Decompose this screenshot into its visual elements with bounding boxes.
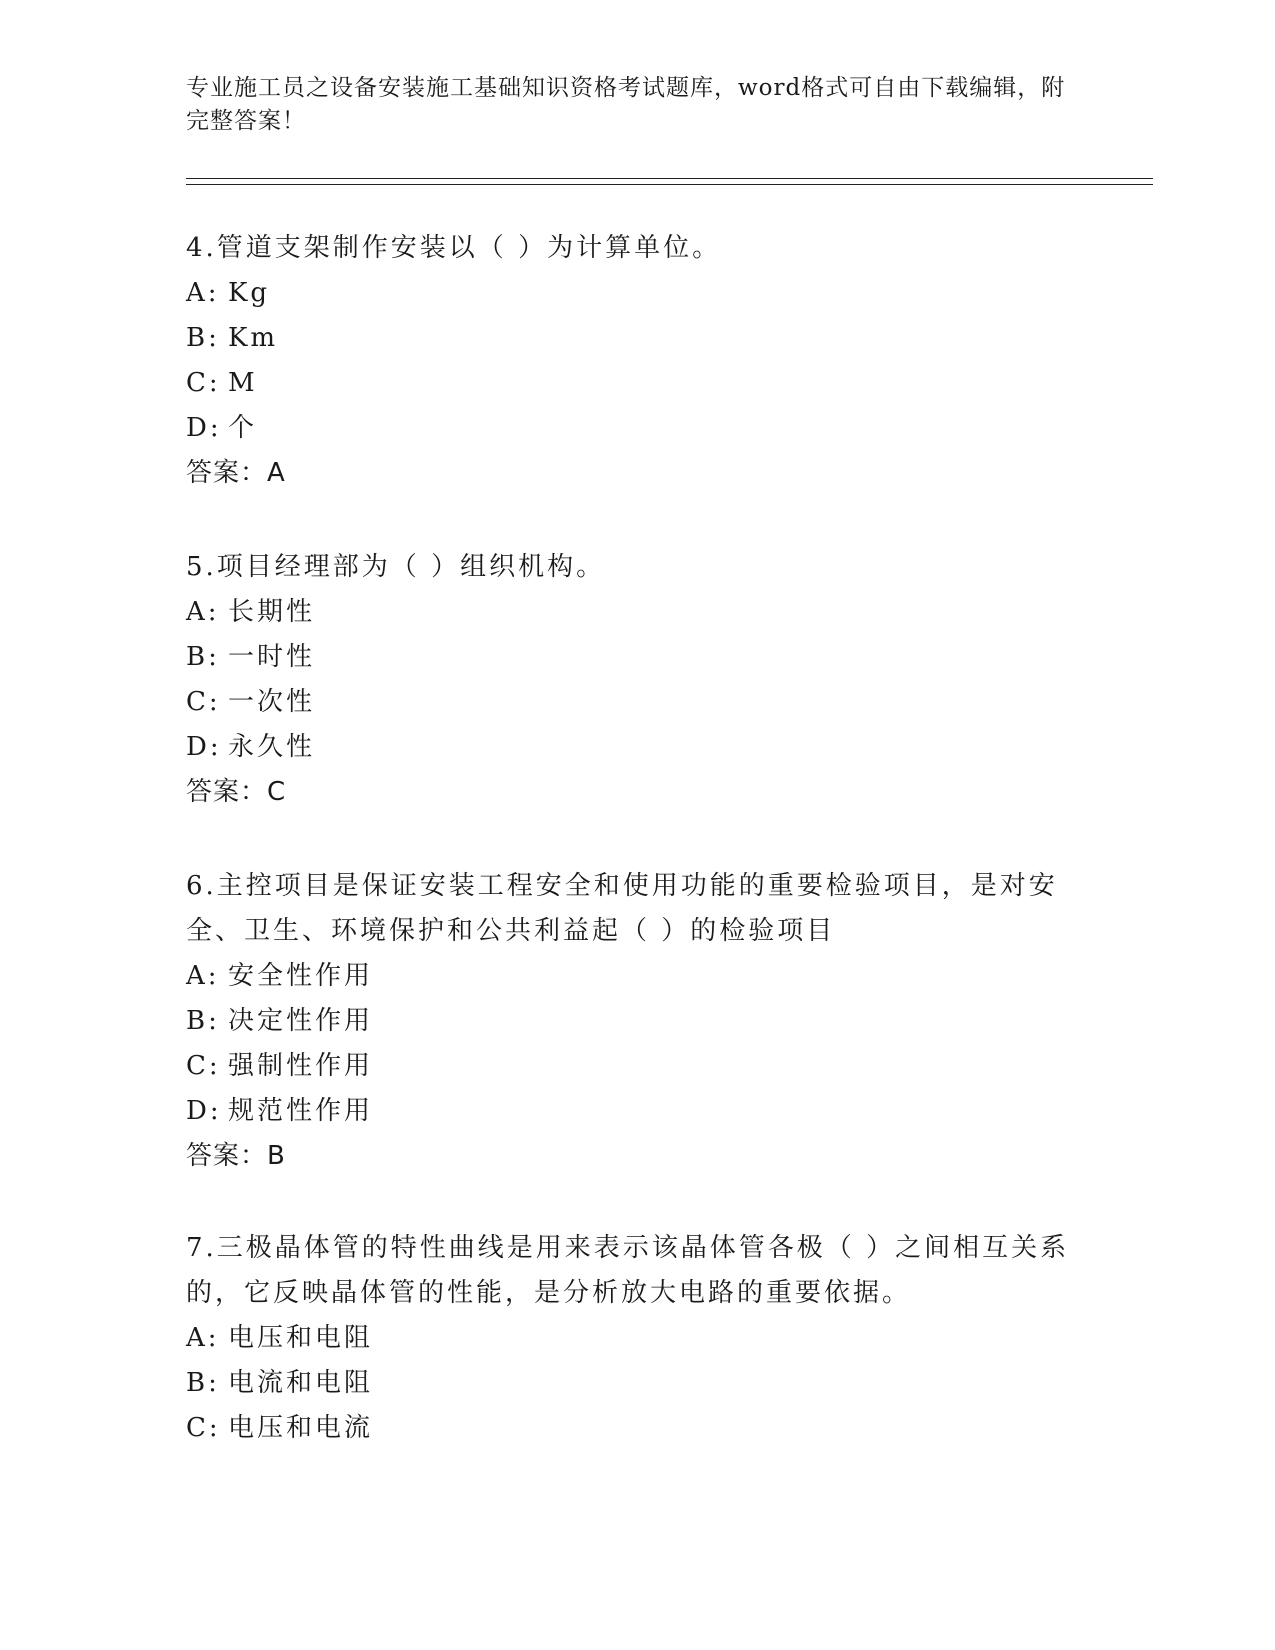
option-letter: C: — [186, 687, 221, 717]
option-text: M — [228, 368, 258, 398]
answer-line: 答案：C — [186, 777, 287, 807]
option-text: 规范性作用 — [228, 1096, 374, 1126]
option-a — [186, 271, 1076, 316]
question-5 — [186, 545, 1076, 815]
option-text: 电压和电阻 — [228, 1323, 374, 1353]
option-c — [186, 680, 1076, 725]
option-d — [186, 1089, 1076, 1134]
option-letter: B: — [186, 642, 220, 672]
option-text: 一时性 — [228, 642, 316, 672]
question-stem: 7.三极晶体管的特性曲线是用来表示该晶体管各极（ ）之间相互关系的，它反映晶体管的性能，是分析放大电路的重要依据。 — [186, 1233, 1070, 1308]
option-letter: C: — [186, 1413, 221, 1443]
option-text: 个 — [228, 413, 258, 443]
option-a — [186, 1316, 1076, 1361]
option-letter: B: — [186, 1368, 220, 1398]
option-text: 一次性 — [228, 687, 316, 717]
question-7 — [186, 1226, 1076, 1451]
option-d — [186, 725, 1076, 770]
option-c — [186, 1406, 1076, 1451]
option-text: 强制性作用 — [228, 1051, 374, 1081]
document-header: 专业施工员之设备安装施工基础知识资格考试题库，word格式可自由下载编辑，附完整答案！ — [186, 75, 1066, 134]
option-b — [186, 999, 1076, 1044]
question-stem: 6.主控项目是保证安装工程安全和使用功能的重要检验项目，是对安全、卫生、环境保护和公共利益起（ ）的检验项目 — [186, 871, 1058, 946]
option-c — [186, 361, 1076, 406]
header-double-rule — [186, 178, 1153, 185]
answer-line: 答案：B — [186, 1141, 286, 1171]
option-text: 永久性 — [228, 732, 316, 762]
option-text: 电流和电阻 — [228, 1368, 374, 1398]
option-b — [186, 635, 1076, 680]
option-text: Km — [228, 323, 279, 353]
option-letter: D: — [186, 732, 222, 762]
question-6 — [186, 864, 1076, 1179]
option-text: 安全性作用 — [228, 961, 374, 991]
question-stem: 5.项目经理部为（ ）组织机构。 — [186, 552, 606, 582]
option-letter: A: — [186, 278, 220, 308]
question-stem: 4.管道支架制作安装以（ ）为计算单位。 — [186, 233, 722, 263]
option-letter: A: — [186, 961, 220, 991]
option-c — [186, 1044, 1076, 1089]
option-text: 决定性作用 — [228, 1006, 374, 1036]
option-letter: B: — [186, 1006, 220, 1036]
option-letter: C: — [186, 1051, 221, 1081]
option-d — [186, 406, 1076, 451]
option-a — [186, 590, 1076, 635]
option-text: 电压和电流 — [228, 1413, 374, 1443]
option-text: Kg — [228, 278, 271, 308]
option-letter: D: — [186, 1096, 222, 1126]
option-letter: A: — [186, 597, 220, 627]
option-letter: D: — [186, 413, 222, 443]
option-a — [186, 954, 1076, 999]
option-text: 长期性 — [228, 597, 316, 627]
option-b — [186, 1361, 1076, 1406]
question-4 — [186, 226, 1076, 496]
answer-line: 答案：A — [186, 458, 286, 488]
option-letter: A: — [186, 1323, 220, 1353]
option-letter: B: — [186, 323, 220, 353]
option-letter: C: — [186, 368, 221, 398]
option-b — [186, 316, 1076, 361]
